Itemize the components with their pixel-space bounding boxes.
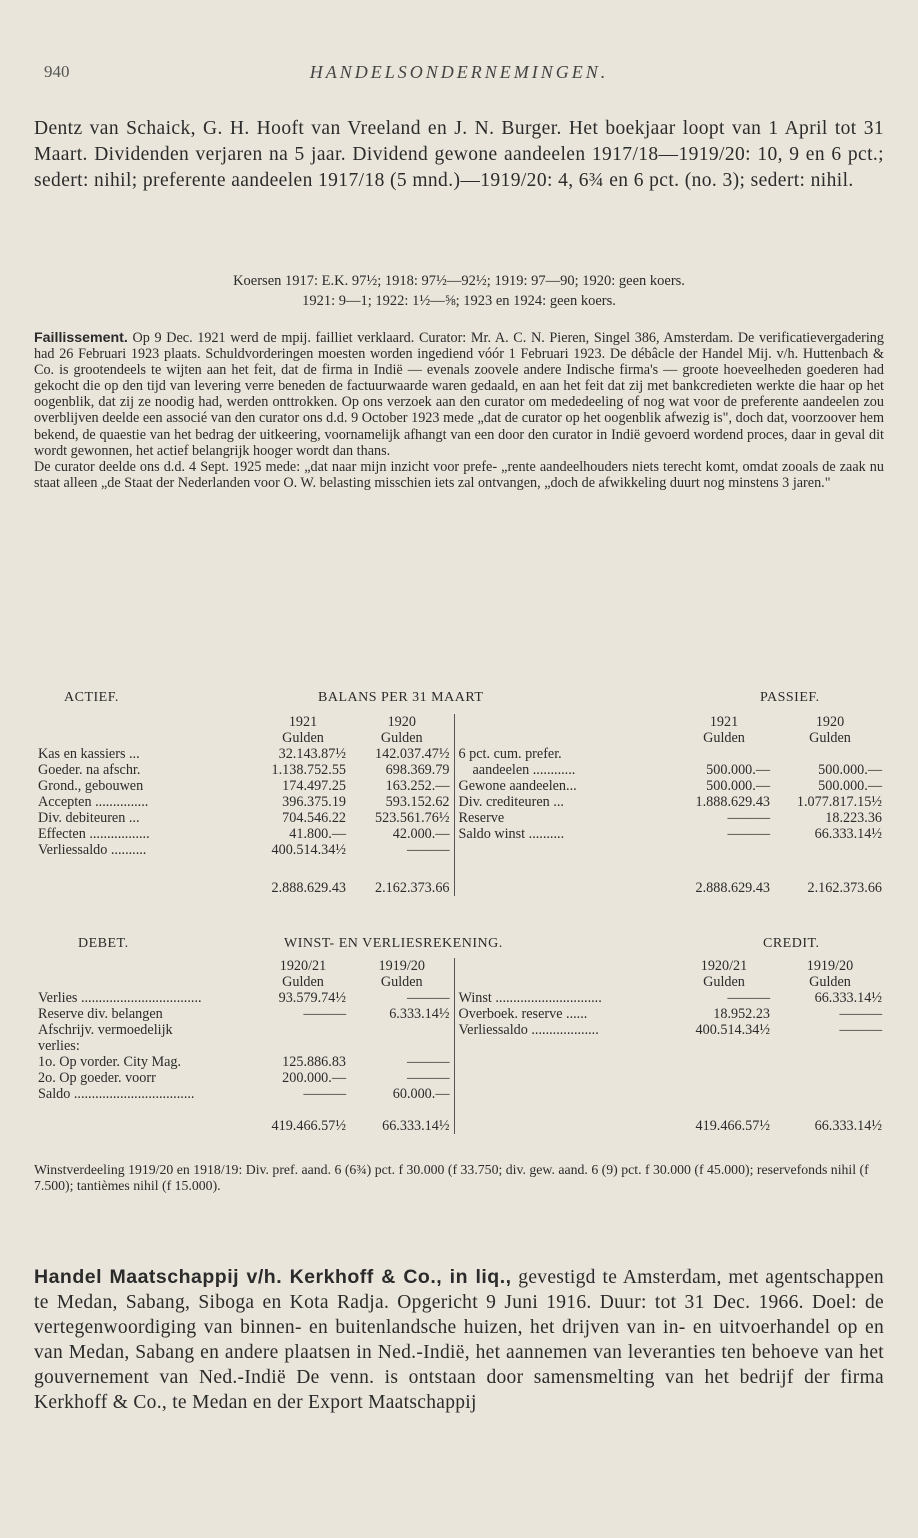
unit-header: Gulden [350,974,454,990]
intro-text: Dentz van Schaick, G. H. Hooft van Vreeland en J. N. Burger. Het boekjaar loopt van 1 April tot 31 Maart. Dividenden verjaren na 5 jaar. Dividend gewone aandeelen 1917/18—1919/20: 10, 9 en 6 pct.; sedert: nihil; preferente aandeelen 1917/18 (5 mnd.)—1919/20: 4, 6¾ en 6 pct. (no. 3); sedert: nihil. [34,118,884,191]
value-cell: 66.333.14½ [814,826,882,842]
page-number: 940 [44,62,70,81]
koersen-line-2: 1921: 9—1; 1922: 1½—⅝; 1923 en 1924: geen koers. [302,293,616,309]
value-cell: ——— [350,1070,454,1086]
value-cell: 1.138.752.55 [271,762,346,778]
credit-heading: CREDIT. [763,936,820,951]
value-cell: 500.000.— [818,762,882,778]
row-label: 1o. Op vorder. City Mag. [38,1054,182,1070]
row-label: Goeder. na afschr. [38,762,141,778]
actief-heading: ACTIEF. [64,690,119,705]
running-title: HANDELSONDERNEMINGEN. [309,62,609,82]
total-cell: 2.162.373.66 [350,880,454,896]
year-header: 1920 [815,714,845,730]
value-cell: 500.000.— [706,762,770,778]
value-cell [256,1038,350,1054]
koersen-line-1: Koersen 1917: E.K. 97½; 1918: 97½—92½; 1919: 97—90; 1920: geen koers. [233,273,685,289]
passief-heading: PASSIEF. [760,690,820,705]
value-cell: 18.952.23 [713,1006,770,1022]
unit-header: Gulden [809,974,851,990]
value-cell: 400.514.34½ [271,842,346,858]
table-row [34,762,886,778]
unit-header: Gulden [282,730,324,746]
year-header: 1920/21 [279,958,327,974]
value-cell: ——— [303,1006,346,1022]
row-label: Effecten ................. [38,826,150,842]
year-header: 1920/21 [700,958,748,974]
value-cell: ——— [727,826,770,842]
unit-header: Gulden [350,730,454,746]
faillissement-section [34,330,884,491]
row-label: Reserve div. belangen [38,1006,163,1022]
winstverdeeling-text: Winstverdeeling 1919/20 en 1918/19: Div. pref. aand. 6 (6¾) pct. f 30.000 (f 33.750; div. gew. aand. 6 (9) pct. f 30.000 (f 45.000); reservefonds nihil (f 7.500); tantièmes nihil (f 15.000). [34,1162,869,1193]
value-cell: 125.886.83 [282,1054,346,1070]
value-cell: 60.000.— [350,1086,454,1102]
table-row [34,826,886,842]
year-header: 1921 [709,714,739,730]
value-cell: ——— [350,1054,454,1070]
total-cell: 66.333.14½ [814,1118,882,1134]
table-row [34,842,886,858]
winst-title: WINST- EN VERLIESREKENING. [284,936,503,951]
row-label: Accepten ............... [38,794,149,810]
page-header [0,62,918,92]
value-cell [350,1022,454,1038]
unit-header: Gulden [703,974,745,990]
row-label: 6 pct. cum. prefer. [458,746,562,762]
value-cell: 704.546.22 [282,810,346,826]
row-label: Div. debiteuren ... [38,810,140,826]
value-cell: 500.000.— [818,778,882,794]
year-header: 1921 [288,714,318,730]
row-label: Overboek. reserve ...... [458,1006,588,1022]
value-cell [256,1022,350,1038]
value-cell: 163.252.— [350,778,454,794]
value-cell [774,746,886,762]
total-cell: 419.466.57½ [695,1118,770,1134]
total-cell: 2.162.373.66 [807,880,882,896]
value-cell: ——— [727,810,770,826]
value-cell: 593.152.62 [350,794,454,810]
total-cell: 419.466.57½ [271,1118,346,1134]
table-row [34,794,886,810]
totals-row [34,880,886,896]
company-name: Handel Maatschappij v/h. Kerkhoff & Co., in liq., [34,1266,512,1288]
winst-table [34,958,886,1134]
row-label: Saldo winst .......... [458,826,565,842]
year-header: 1919/20 [806,958,854,974]
row-label: Div. crediteuren ... [458,794,564,810]
row-label: Verliessaldo ................... [458,1022,599,1038]
table-row [34,810,886,826]
unit-header: Gulden [703,730,745,746]
row-label: Afschrijv. vermoedelijk [38,1022,173,1038]
intro-paragraph [34,116,884,194]
value-cell [350,1038,454,1054]
totals-row [34,1118,886,1134]
table-row [34,746,886,762]
faillissement-para-1: Op 9 Dec. 1921 werd de mpij. failliet verklaard. Curator: Mr. A. C. N. Pieren, Singel 386, Amsterdam. De verificatievergadering had 26 Februari 1923 plaats. Schuldvorderingen moesten worden ingediend vóór 1 Februari 1923. De débâcle der Handel Mij. v/h. Huttenbach & Co. is grootendeels te wijten aan het feit, dat de firma in Indië — evenals zoovele andere Indische firma's — groote hoeveelheden goederen had gekocht die op den tijd van levering verre beneden de factuurwaarde waren gedaald, en aan het feit dat zij met bankcredieten werkte die haar op het oogenblik, dat zij ze noodig had, werden onttrokken. Op ons verzoek aan den curator om mededeeling of nog wat voor de preferente aandeelen zou overblijven deelde een associé van den curator ons d.d. 9 October 1923 mede „dat de curator op het oogenblik afwezig is", doch dat, voorzoover hem bekend, de quaestie van het bedrag der uitkeering, voornamelijk afhangt van een door den curator in Indië gevoerd wordend proces, daar in geval dit wordt gewonnen, het actief belangrijk hooger wordt dan thans. [34,330,884,459]
row-label: Gewone aandeelen... [458,778,577,794]
value-cell: 500.000.— [706,778,770,794]
value-cell: 32.143.87½ [278,746,346,762]
faillissement-para-2: De curator deelde ons d.d. 4 Sept. 1925 mede: „dat naar mijn inzicht voor prefe- „rente aandeelhouders niets terecht komt, omdat zooals de zaak nu staat alleen „de Staat der Nederlanden voor O. W. belasting misschien iets zal ontvangen, „doch de afwikkeling duurt nog minstens 3 jaren." [34,458,884,491]
row-label: 2o. Op goeder. voorr [38,1070,156,1086]
unit-header: Gulden [282,974,324,990]
table-row [34,1022,886,1038]
value-cell: 42.000.— [350,826,454,842]
table-row [34,1006,886,1022]
company-description: gevestigd te Amsterdam, met agentschappen te Medan, Sabang, Siboga en Kota Radja. Opgericht 9 Juni 1916. Duur: tot 31 Dec. 1966. Doel: de vertegenwoordiging van binnen- en buitenlandsche huizen, het drijven van in- en uitvoerhandel op en van Medan, Sabang en andere plaatsen in Ned.-Indië, het aannemen van leveranties ten behoeve van het gouvernement van Ned.-Indië De venn. is ontstaan door samensmelting van het bedrijf der firma Kerkhoff & Co., te Medan en der Export Maatschappij [34,1267,884,1413]
value-cell: 93.579.74½ [278,990,346,1006]
balans-title: BALANS PER 31 MAART [318,690,484,705]
value-cell: ——— [727,990,770,1006]
value-cell: ——— [350,842,454,858]
value-cell: 6.333.14½ [350,1006,454,1022]
table-row [34,1070,886,1086]
debet-heading: DEBET. [78,936,129,951]
value-cell [674,746,774,762]
row-label: Saldo .................................. [38,1086,195,1102]
value-cell: 142.037.47½ [350,746,454,762]
value-cell: 41.800.— [289,826,346,842]
balans-table [34,714,886,896]
year-header: 1919/20 [350,958,454,974]
value-cell: ——— [303,1086,346,1102]
total-cell: 66.333.14½ [350,1118,454,1134]
row-label: Grond., gebouwen [38,778,144,794]
table-row [34,1038,886,1054]
value-cell: 18.223.36 [825,810,882,826]
year-header: 1920 [350,714,454,730]
value-cell: 66.333.14½ [814,990,882,1006]
table-row [34,1054,886,1070]
value-cell: 1.077.817.15½ [796,794,882,810]
value-cell: ——— [839,1022,882,1038]
value-cell: ——— [350,990,454,1006]
koersen-block [0,271,918,311]
row-label: Kas en kassiers ... [38,746,140,762]
row-label: Verlies .................................. [38,990,202,1006]
faillissement-heading: Faillissement. [34,330,128,346]
winstverdeeling-note [34,1162,884,1194]
value-cell: 400.514.34½ [695,1022,770,1038]
total-cell: 2.888.629.43 [695,880,770,896]
value-cell: 174.497.25 [282,778,346,794]
table-row [34,778,886,794]
value-cell: 396.375.19 [282,794,346,810]
value-cell: 1.888.629.43 [695,794,770,810]
row-label: Reserve [458,810,505,826]
unit-header: Gulden [809,730,851,746]
row-label: Verliessaldo .......... [38,842,147,858]
row-label: aandeelen ............ [472,762,576,778]
row-label: Winst .............................. [458,990,602,1006]
table-row [34,1086,886,1102]
value-cell: ——— [839,1006,882,1022]
value-cell: 523.561.76½ [350,810,454,826]
table-row [34,990,886,1006]
value-cell: 200.000.— [282,1070,346,1086]
row-label: verlies: [38,1038,80,1054]
value-cell: 698.369.79 [350,762,454,778]
total-cell: 2.888.629.43 [271,880,346,896]
handel-section [34,1265,884,1415]
